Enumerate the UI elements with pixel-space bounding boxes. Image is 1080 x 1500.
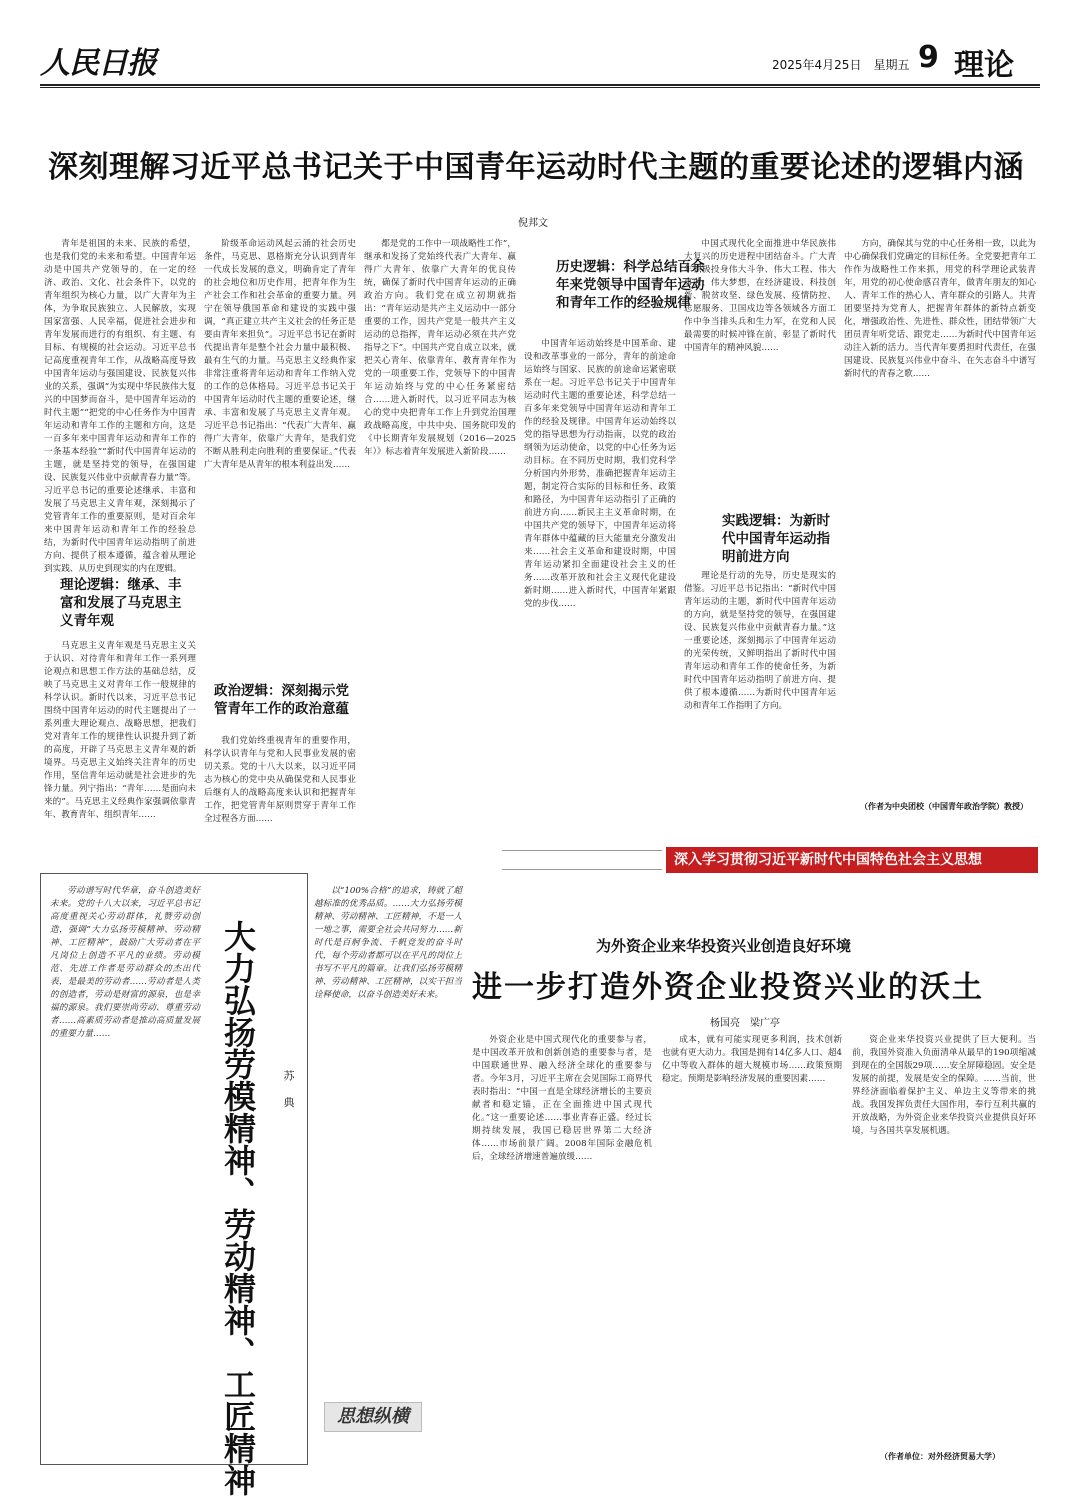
article1-author-note: （作者为中央团校（中国青年政治学院）教授） [860,801,1028,811]
issue-date: 2025年4月25日 星期五 [772,58,910,72]
article3-col2: 以“100%合格”的追求，铸就了超越标准的优秀品质。……大力弘扬劳模精神、劳动精神、工匠精神，不是一人一地之事，需要全社会共同努力……新时代是百舸争流、千帆竞发的奋斗时代，每个劳动者都可以在平凡的岗位上书写不平凡的篇章。让我们弘扬劳模精神、劳动精神、工匠精神，以实干担当诠释使命，以奋斗创造美好未来。 [314,886,462,1000]
article2-author: 杨国亮 梁广亭 [710,1018,780,1029]
masthead-logo: 人民日报 [40,46,156,81]
article3-author: 苏 典 [282,1070,295,1114]
article1-col2: 阶级革命运动风起云涌的社会历史条件，马克思、恩格斯充分认识到青年一代成长发展的意义，明确肯定了青年的社会地位和历史作用，把青年作为生产社会工作和社会革命的重要力量。列宁在领导俄国革命和建设的实践中强调，“真正建立共产主义社会的任务正是要由青年来担负”。习近平总书记在新时代提出青年是整个社会力量中最积极、最有生气的力量。马克思主义经典作家非常注重将青年运动和青年工作纳入党的工作的总体格局。习近平总书记关于中国青年运动时代主题的重要论述，继承、丰富和发展了马克思主义青年观。习近平总书记指出：“代表广大青年、赢得广大青年，依靠广大青年，是我们党不断从胜利走向胜利的重要保证。”代表广大青年是从青年的根本利益出发…… [204,239,356,470]
article1-col5: 中国式现代化全面推进中华民族伟大复兴的历史进程中团结奋斗。广大青年积极投身伟大斗争、伟大工程、伟大事业、伟大梦想，在经济建设、科技创新、脱贫攻坚、绿色发展、疫情防控、志愿服务、卫国戍边等各领域各方面工作中争当排头兵和生力军，在党和人民最需要的时候冲锋在前，彰显了新时代中国青年的精神风貌…… [684,239,836,353]
thought-banner: 深入学习贯彻习近平新时代中国特色社会主义思想 [666,847,1038,873]
article2-col1: 外资企业是中国式现代化的重要参与者，是中国改革开放和创新创造的重要参与者，是中国联通世界、融入经济全球化的重要参与者。今年3月，习近平主席在会见国际工商界代表时指出：“中国一直是全球经济增长的主要贡献者和稳定锚，正在全面推进中国式现代化。”这一重要论述……事业青春正盛。经过长期持续发展，我国已稳居世界第二大经济体……市场前景广阔。2008年国际金融危机后，全球经济增速普遍放缓…… [472,1035,652,1162]
article2-author-note: （作者单位：对外经济贸易大学） [880,1451,1000,1461]
article1-col4: 中国青年运动始终是中国革命、建设和改革事业的一部分，青年的前途命运始终与国家、民族的前途命运紧密联系在一起。习近平总书记关于中国青年运动时代主题的重要论述，科学总结一百多年来党领导中国青年运动和青年工作的经验及规律。中国青年运动始终以党的指导思想为行动指南，以党的政治纲领为运动使命，以党的中心任务为运动目标。在不同历史时期，我们党科学分析国内外形势，准确把握青年运动主题，制定符合实际的目标和任务、政策和路径，为中国青年运动指引了正确的前进方向……新民主主义革命时期，在中国共产党的领导下，中国青年运动将青年群体中蕴藏的巨大能量充分激发出来……社会主义革命和建设时期，中国青年运动紧扣全面建设社会主义的任务……改革开放和社会主义现代化建设新时期……进入新时代，中国青年紧跟党的步伐…… [524,339,676,609]
article1-title: 深刻理解习近平总书记关于中国青年运动时代主题的重要论述的逻辑内涵 [48,150,1024,185]
article2-col3: 资企业来华投资兴业提供了巨大便利。当前，我国外资准入负面清单从最早的190项缩减到现在的全国版29项……安全屏障稳固。安全是发展的前提，发展是安全的保障。……当前，世界经济面临着保护主义、单边主义等带来的挑战。我国发挥负责任大国作用，奉行互利共赢的开放战略，为外资企业来华投资兴业提供良好环境，与各国共享发展机遇。 [852,1035,1036,1136]
article2-col2: 成本，就有可能实现更多利润，技术创新也就有更大动力。我国是拥有14亿多人口、超4亿中等收入群体的超大规模市场……政策预期稳定。预期是影响经济发展的重要因素…… [662,1035,842,1084]
article1-sub2: 政治逻辑：深刻揭示党管青年工作的政治意蕴 [214,683,349,717]
article1-col1b: 马克思主义青年观是马克思主义关于认识、对待青年和青年工作一系列理论观点和思想工作方法的基础总结，反映了马克思主义对青年工作一般规律的科学认识。新时代以来，习近平总书记围绕中国青年运动的时代主题提出了一系列重大理论观点、战略思想，把我们党对青年工作的规律性认识提升到了新的高度，开辟了马克思主义青年观的新境界。马克思主义始终关注青年的历史作用，坚信青年运动就是社会进步的先锋力量。列宁指出：“青年……是面向未来的”。马克思主义经典作家强调依靠青年、教育青年、组织青年…… [44,641,196,820]
article1-col1: 青年是祖国的未来、民族的希望，也是我们党的未来和希望。中国青年运动是中国共产党领导的，在一定的经济、政治、文化、社会条件下，以党的青年组织为核心力量，以广大青年为主体，为争取民族独立、人民解放，实现国家富强、人民幸福，促进社会进步和青年发展而进行的有组织、有主题、有目标、有规模的社会运动。习近平总书记高度重视青年工作，从战略高度导致中国青年运动与强国建设、民族复兴伟业的关系，强调“为实现中华民族伟大复兴的中国梦而奋斗，是中国青年运动的时代主题”“把党的中心任务作为中国青年运动和青年工作的主题和方向，这是一百多年来中国青年运动和青年工作的一条基本经验”“新时代中国青年运动的主题，就是坚持党的领导，在强国建设、民族复兴伟业中贡献青春力量”等。习近平总书记的重要论述继承、丰富和发展了马克思主义青年观，深刻揭示了党管青年工作的重要原则，是对百余年来中国青年运动和青年工作的经验总结，为新时代中国青年运动指明了前进方向、提供了根本遵循，蕴含着从理论到实践、从历史到现实的内在逻辑。 [44,239,196,574]
article1-col6: 方向，确保其与党的中心任务相一致，以此为中心确保我们党确定的目标任务。全党要把青年工作作为战略性工作来抓，用党的科学理论武装青年，用党的初心使命感召青年，做青年朋友的知心人、青年工作的热心人、青年群众的引路人。共青团要坚持为党育人，把握青年群体的新特点新变化，增强政治性、先进性、群众性，团结带领广大团员青年听党话、跟党走……为新时代中国青年运动注入新的活力。当代青年要勇担时代责任，在强国建设、民族复兴伟业中奋斗、在矢志奋斗中谱写新时代的青春之歌…… [844,239,1036,379]
page-number: 9 [918,40,939,75]
header-rule [40,84,1040,88]
article1-sub4: 实践逻辑：为新时代中国青年运动指明前进方向 [722,513,830,565]
article1-author: 倪邦文 [518,218,548,229]
article1-sub1: 理论逻辑：继承、丰富和发展了马克思主义青年观 [60,577,182,629]
article1-col2b: 我们党始终重视青年的重要作用，科学认识青年与党和人民事业发展的密切关系。党的十八大以来，以习近平同志为核心的党中央从确保党和人民事业后继有人的战略高度来认识和把握青年工作，把党管青年原则贯穿于青年工作全过程各方面…… [204,736,356,824]
article1-col5b: 理论是行动的先导，历史是现实的借鉴。习近平总书记指出：“新时代中国青年运动的主题，新时代中国青年运动的方向，就是坚持党的领导，在强国建设、民族复兴伟业中贡献青春力量。”这一重要论述，深刻揭示了中国青年运动的光荣传统，又鲜明指出了新时代中国青年运动和青年工作的使命任务，为新时代中国青年运动指明了前进方向、提供了根本遵循……为新时代中国青年运动和青年工作指明了方向。 [684,571,836,711]
article1-col3: 都是党的工作中一项战略性工作”，继承和发扬了党始终代表广大青年、赢得广大青年、依靠广大青年的优良传统，确保了新时代中国青年运动的正确政治方向。我们党在成立初期就指出：“青年运动是共产主义运动中一部分重要的工作，因共产党是一般共产主义运动的总指挥，青年运动必须在共产党指导之下”。中国共产党自成立以来，就把关心青年、依靠青年、教育青年作为党的一项重要工作，党领导下的中国青年运动始终与党的中心任务紧密结合……进入新时代，以习近平同志为核心的党中央把青年工作上升到党治国理政战略高度，中共中央、国务院印发的《中长期青年发展规划（2016—2025年）》标志着青年发展进入新阶段…… [364,239,516,457]
article2-kicker: 为外资企业来华投资兴业创造良好环境 [596,937,852,955]
banner-rule [502,850,662,870]
article1-sub3: 历史逻辑：科学总结百余年来党领导中国青年运动和青年工作的经验规律 [556,259,705,311]
article3-col1: 劳动谱写时代华章，奋斗创造美好未来。党的十八大以来，习近平总书记高度重视关心劳动群体，礼赞劳动创造，强调“大力弘扬劳模精神、劳动精神、工匠精神”，鼓励广大劳动者在平凡岗位上创造不平凡的业绩。劳动模范、先进工作者是劳动群众的杰出代表，是最美的劳动者……劳动者是人类的创造者，劳动是财富的源泉，也是幸福的源泉。我们要崇尚劳动、尊重劳动者……高素质劳动者是推动高质量发展的重要力量…… [50,886,200,1039]
article2-title: 进一步打造外资企业投资兴业的沃土 [472,970,984,1005]
article3-title: 大力弘扬劳模精神、劳动精神、工匠精神 [219,920,257,1496]
section-name: 理论 [954,48,1014,83]
column-logo: 思想纵横 [324,1402,422,1432]
